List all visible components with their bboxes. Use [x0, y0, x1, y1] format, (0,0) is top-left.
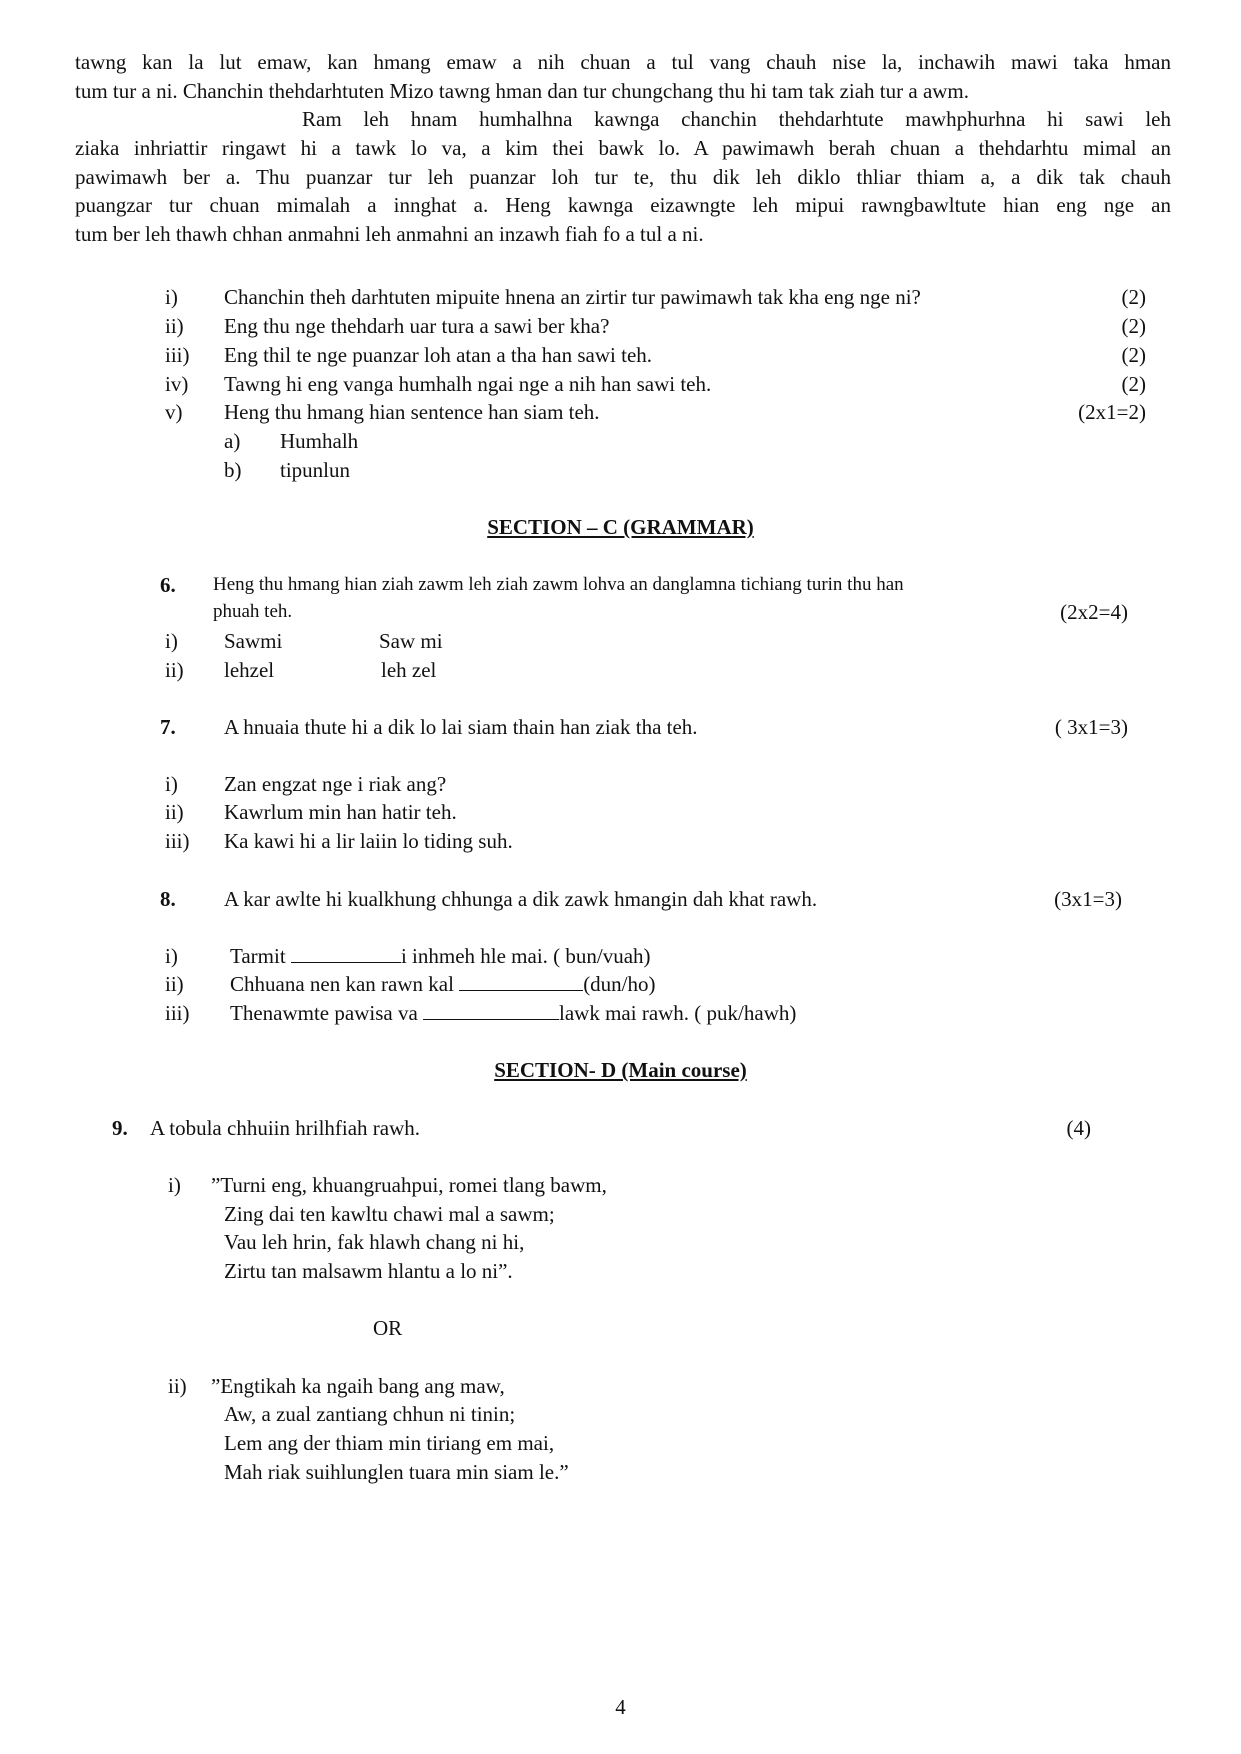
item-word: lehzel — [224, 658, 275, 682]
poem-number: ii) — [168, 1374, 187, 1398]
section-c-heading: SECTION – C (GRAMMAR) — [487, 515, 754, 539]
fill-after: lawk mai rawh. ( puk/hawh) — [559, 1001, 797, 1025]
item-text: Kawrlum min han hatir teh. — [224, 800, 457, 824]
question-text: A kar awlte hi kualkhung chhunga a dik zawk hmangin dah khat rawh. — [224, 887, 818, 911]
poem-line: Mah riak suihlunglen tuara min siam le.” — [224, 1460, 569, 1484]
passage-line: Ram leh hnam humhalhna kawnga chanchin thehdarhtute mawhphurhna hi sawi leh — [302, 107, 1171, 131]
passage-line: pawimawh ber a. Thu puanzar tur leh puanzar loh tur te, thu dik leh diklo thliar thiam a, a dik tak chauh — [75, 165, 1171, 189]
item-word: Saw mi — [379, 629, 443, 653]
question-marks: (2) — [1121, 314, 1146, 338]
question-text: Heng thu hmang hian ziah zawm leh ziah zawm lohva an danglamna tichiang turin thu han — [213, 574, 904, 595]
poem-line: Zirtu tan malsawm hlantu a lo ni”. — [224, 1259, 513, 1283]
section-d-heading: SECTION- D (Main course) — [494, 1058, 747, 1082]
passage-line: ziaka inhriattir ringawt hi a tawk lo va, a kim thei bawk lo. A pawimawh berah chuan a thehdarhtu mimal an — [75, 136, 1171, 160]
question-number: 7. — [160, 715, 176, 739]
question-text: Heng thu hmang hian sentence han siam teh. — [224, 400, 600, 424]
sub-label: a) — [224, 429, 241, 453]
item-text: Ka kawi hi a lir laiin lo tiding suh. — [224, 829, 513, 853]
question-number: v) — [165, 400, 183, 424]
item-number: i) — [165, 944, 178, 968]
blank-line — [291, 945, 401, 963]
fill-before: Tarmit — [230, 944, 291, 968]
blank-line — [459, 973, 583, 991]
sub-word: Humhalh — [280, 429, 359, 453]
fill-blank-line — [230, 944, 651, 969]
poem-number: i) — [168, 1173, 181, 1197]
or-separator: OR — [373, 1316, 403, 1340]
question-marks: (4) — [1066, 1116, 1091, 1140]
fill-blank-line — [230, 1001, 796, 1026]
poem-line: Zing dai ten kawltu chawi mal a sawm; — [224, 1202, 555, 1226]
item-number: iii) — [165, 1001, 190, 1025]
item-number: iii) — [165, 829, 190, 853]
question-number: iii) — [165, 343, 190, 367]
question-number: i) — [165, 285, 178, 309]
question-number: ii) — [165, 314, 184, 338]
poem-line: ”Engtikah ka ngaih bang ang maw, — [211, 1374, 505, 1398]
page-number: 4 — [615, 1695, 626, 1719]
question-text: Chanchin theh darhtuten mipuite hnena an zirtir tur pawimawh tak kha eng nge ni? — [224, 285, 921, 309]
item-number: ii) — [165, 972, 184, 996]
fill-before: Chhuana nen kan rawn kal — [230, 972, 460, 996]
passage-line: tum ber leh thawh chhan anmahni leh anmahni an inzawh fiah fo a tul a ni. — [75, 222, 704, 246]
question-text: A tobula chhuiin hrilhfiah rawh. — [150, 1116, 421, 1140]
poem-line: ”Turni eng, khuangruahpui, romei tlang bawm, — [211, 1173, 607, 1197]
question-marks: (2) — [1121, 372, 1146, 396]
passage-line: tawng kan la lut emaw, kan hmang emaw a nih chuan a tul vang chauh nise la, inchawih mawi taka hman — [75, 50, 1171, 74]
item-number: i) — [165, 772, 178, 796]
question-marks: (3x1=3) — [1054, 887, 1122, 911]
item-text: Zan engzat nge i riak ang? — [224, 772, 447, 796]
passage-line: tum tur a ni. Chanchin thehdarhtuten Mizo tawng hman dan tur chungchang thu hi tam tak ziah tur a awm. — [75, 79, 970, 103]
question-marks: (2x2=4) — [1060, 600, 1128, 624]
item-word: Sawmi — [224, 629, 283, 653]
sub-word: tipunlun — [280, 458, 351, 482]
item-number: ii) — [165, 800, 184, 824]
poem-line: Vau leh hrin, fak hlawh chang ni hi, — [224, 1230, 525, 1254]
question-number: iv) — [165, 372, 189, 396]
item-word: leh zel — [381, 658, 437, 682]
item-number: ii) — [165, 658, 184, 682]
item-number: i) — [165, 629, 178, 653]
poem-line: Aw, a zual zantiang chhun ni tinin; — [224, 1402, 516, 1426]
question-text: Eng thu nge thehdarh uar tura a sawi ber kha? — [224, 314, 610, 338]
question-text: phuah teh. — [213, 601, 293, 622]
blank-line — [423, 1002, 559, 1020]
fill-before: Thenawmte pawisa va — [230, 1001, 424, 1025]
fill-after: i inhmeh hle mai. ( bun/vuah) — [400, 944, 651, 968]
question-text: Tawng hi eng vanga humhalh ngai nge a nih han sawi teh. — [224, 372, 712, 396]
passage-line: puangzar tur chuan mimalah a innghat a. Heng kawnga eizawngte leh mipui rawngbawltute hian eng nge an — [75, 193, 1171, 217]
question-marks: ( 3x1=3) — [1054, 715, 1128, 739]
poem-line: Lem ang der thiam min tiriang em mai, — [224, 1431, 555, 1455]
sub-label: b) — [224, 458, 242, 482]
question-text: Eng thil te nge puanzar loh atan a tha han sawi teh. — [224, 343, 653, 367]
question-marks: (2) — [1121, 343, 1146, 367]
question-marks: (2) — [1121, 285, 1146, 309]
fill-after: (dun/ho) — [583, 972, 656, 996]
question-marks: (2x1=2) — [1078, 400, 1146, 424]
fill-blank-line — [230, 972, 656, 997]
question-number: 8. — [160, 887, 176, 911]
question-text: A hnuaia thute hi a dik lo lai siam thain han ziak tha teh. — [224, 715, 698, 739]
question-number: 9. — [112, 1116, 128, 1140]
question-number: 6. — [160, 573, 176, 597]
